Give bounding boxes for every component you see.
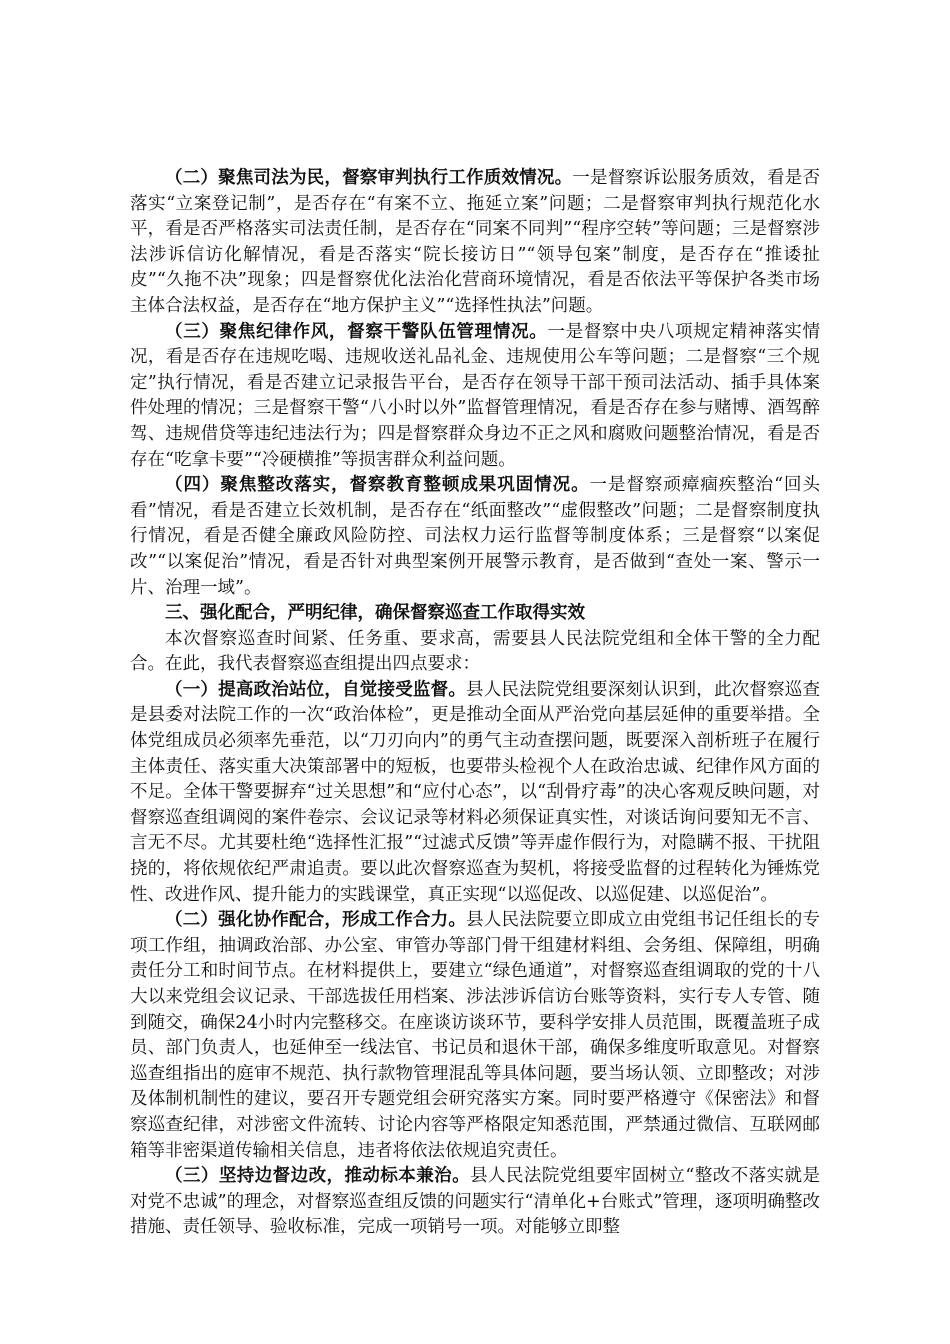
requirement-heading: （三）坚持边督边改，推动标本兼治。 — [165, 1166, 471, 1187]
requirement-political-stance — [130, 678, 820, 908]
paragraph-rectification — [130, 473, 820, 601]
paragraph-heading: （四）聚焦整改落实，督察教育整顿成果巩固情况。 — [165, 475, 590, 496]
requirement-heading: （一）提高政治站位，自觉接受监督。 — [165, 679, 467, 700]
section-title: 三、强化配合，严明纪律，确保督察巡查工作取得实效 — [165, 603, 585, 624]
paragraph-heading: （二）聚焦司法为民，督察审判执行工作质效情况。 — [165, 168, 573, 188]
document-page — [130, 166, 820, 1241]
requirement-body: 县人民法院党组要深刻认识到，此次督察巡查是县委对法院工作的一次“政治体检”，更是推动全面从严治党向基层延伸的重要举措。全体党组成员必须率先垂范，以“刀刃向内”的勇气主动查摆问题，既要深入剖析班子在履行主体责任、落实重大决策部署中的短板，也要带头检视个人在政治忠诚、纪律作风方面的不足。全体干警要摒弃“过关思想”和“应付心态”，以“刮骨疗毒”的决心客观反映问题，对督察巡查组调阅的案件卷宗、会议记录等材料必须保证真实性，对谈话询问要知无不言、言无不尽。尤其要杜绝“选择性汇报”“过滤式反馈”等弄虚作假行为，对隐瞒不报、干扰阻挠的，将依规依纪严肃追责。要以此次督察巡查为契机，将接受监督的过程转化为锤炼党性、改进作风、提升能力的实践课堂，真正实现“以巡促改、以巡促建、以巡促治”。 — [130, 679, 821, 905]
section-intro: 本次督察巡查时间紧、任务重、要求高，需要县人民法院党组和全体干警的全力配合。在此，我代表督察巡查组提出四点要求： — [130, 628, 820, 675]
requirement-body: 县人民法院党组要牢固树立“整改不落实就是对党不忠诚”的理念，对督察巡查组反馈的问题实行“清单化+台账式”管理，逐项明确整改措施、责任领导、验收标准，完成一项销号一项。对能够立即整 — [130, 1166, 820, 1238]
paragraph-body: 一是督察诉讼服务质效，看是否落实“立案登记制”，是否存在“有案不立、拖延立案”问题；二是督察审判执行规范化水平，看是否严格落实司法责任制，是否存在“同案不同判”“程序空转”等问题；三是督察涉法涉诉信访化解情况，看是否落实“院长接访日”“领导包案”制度，是否存在“推诿扯皮”“久拖不决”现象；四是督察优化法治化营商环境情况，看是否依法平等保护各类市场主体合法权益，是否存在“地方保护主义”“选择性执法”问题。 — [130, 168, 821, 316]
requirement-coordination — [130, 908, 820, 1164]
requirement-rectify-while-supervising — [130, 1164, 820, 1241]
paragraph-heading: （三）聚焦纪律作风，督察干警队伍管理情况。 — [165, 321, 548, 342]
paragraph-judicial-for-people — [130, 166, 820, 320]
paragraph-discipline-style — [130, 320, 820, 474]
requirement-body: 县人民法院要立即成立由党组书记任组长的专项工作组，抽调政治部、办公室、审管办等部门骨干组建材料组、会务组、保障组，明确责任分工和时间节点。在材料提供上，要建立“绿色通道”，对督察巡查组调取的党的十八大以来党组会议记录、干部选拔任用档案、涉法涉诉信访台账等资料，实行专人专管、随到随交，确保24小时内完整移交。在座谈访谈环节，要科学安排人员范围，既覆盖班子成员、部门负责人，也延伸至一线法官、书记员和退休干部，确保多维度听取意见。对督察巡查组指出的庭审不规范、执行款物管理混乱等具体问题，要当场认领、立即整改；对涉及体制机制性的建议，要召开专题党组会研究落实方案。同时要严格遵守《保密法》和督察巡查纪律，对涉密文件流转、讨论内容等严格限定知悉范围，严禁通过微信、互联网邮箱等非密渠道传输相关信息，违者将依法依规追究责任。 — [130, 910, 821, 1161]
requirement-heading: （二）强化协作配合，形成工作合力。 — [165, 910, 467, 931]
paragraph-body: 一是督察中央八项规定精神落实情况，看是否存在违规吃喝、违规收送礼品礼金、违规使用公车等问题；二是督察“三个规定”执行情况，看是否建立记录报告平台，是否存在领导干部干预司法活动、插手具体案件处理的情况；三是督察干警“八小时以外”监督管理情况，看是否存在参与赌博、酒驾醉驾、违规借贷等违纪违法行为；四是督察群众身边不正之风和腐败问题整治情况，看是否存在“吃拿卡要”“冷硬横推”等损害群众利益问题。 — [130, 321, 820, 470]
paragraph-body: 一是督察顽瘴痼疾整治“回头看”情况，看是否建立长效机制，是否存在“纸面整改”“虚假整改”问题；二是督察制度执行情况，看是否健全廉政风险防控、司法权力运行监督等制度体系；三是督察“以案促改”“以案促治”情况，看是否针对典型案例开展警示教育，是否做到“查处一案、警示一片、治理一域”。 — [130, 475, 820, 598]
